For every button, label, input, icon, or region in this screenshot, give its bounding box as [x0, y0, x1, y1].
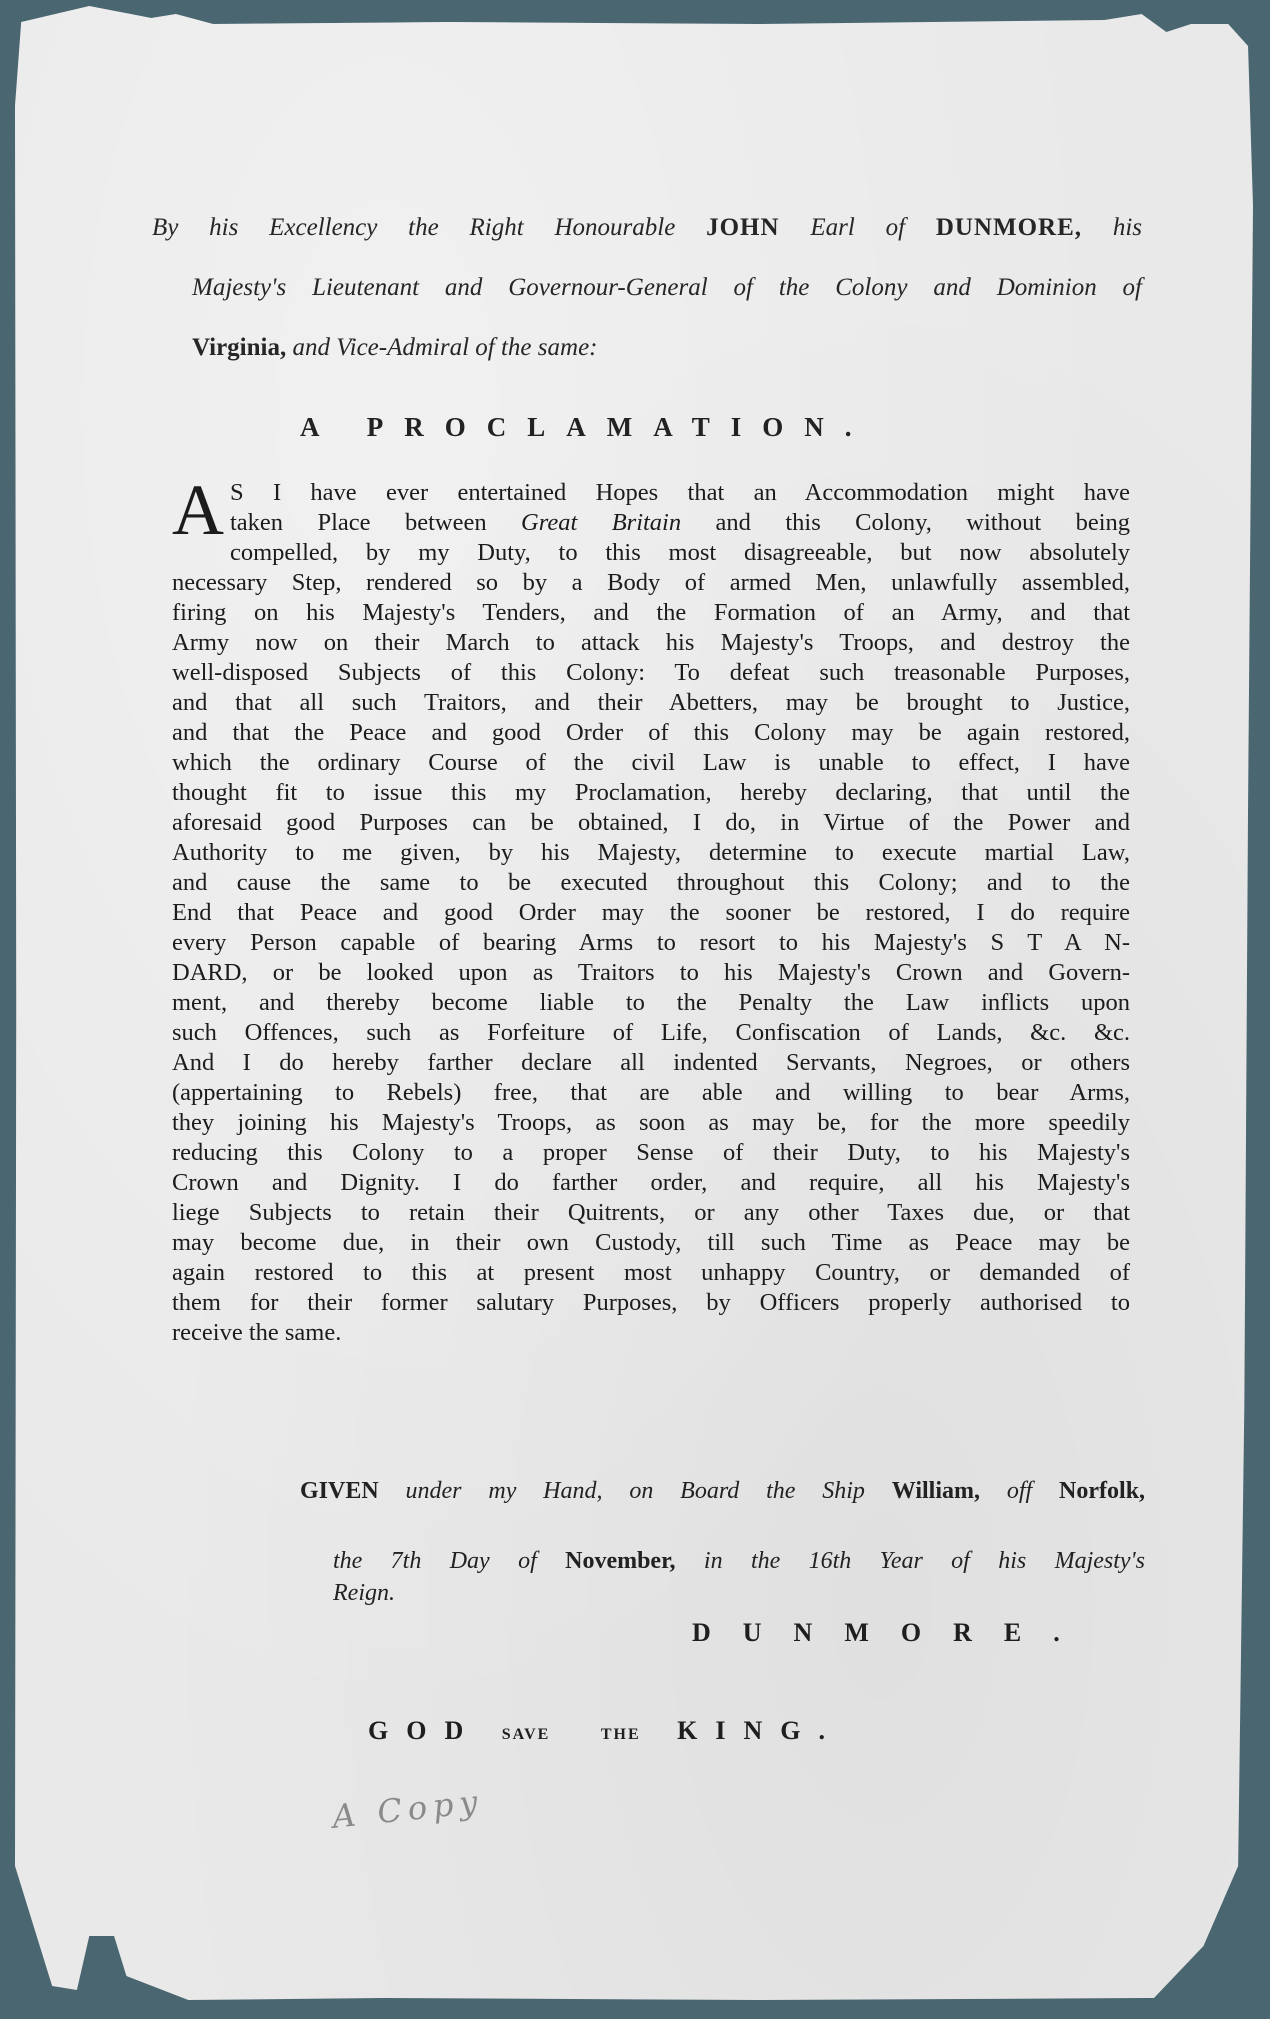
body-line: firing on his Majesty's Tenders, and the Formation of an Army, and that — [172, 599, 1130, 626]
given-text: under my Hand, on Board the Ship — [405, 1478, 865, 1504]
heading-line-3 — [192, 318, 1142, 377]
body-line: liege Subjects to retain their Quitrents, or any other Taxes due, or that — [172, 1199, 1130, 1226]
body-line: End that Peace and good Order may the sooner be restored, I do require — [172, 899, 1130, 926]
proclamation-body — [172, 470, 1131, 1348]
ship-name: William, — [891, 1478, 981, 1504]
body-line: and that all such Traitors, and their Abetters, may be brought to Justice, — [172, 689, 1130, 716]
proclamation-title: A PROCLAMATION. — [300, 412, 873, 442]
drop-cap: A — [172, 470, 224, 550]
body-line: And I do hereby farther declare all indented Servants, Negroes, or others — [172, 1049, 1130, 1076]
signature: DUNMORE. — [692, 1618, 1092, 1647]
body-line: necessary Step, rendered so by a Body of armed Men, unlawfully assembled, — [172, 569, 1130, 596]
heading-line-1 — [152, 198, 1142, 257]
body-line: receive the same. — [172, 1319, 342, 1346]
closing-word: KING. — [677, 1716, 843, 1745]
body-line: thought fit to issue this my Proclamation, hereby declaring, that until the — [172, 779, 1130, 806]
body-line: compelled, by my Duty, to this most disagreeable, but now absolutely — [230, 539, 1130, 566]
body-line: them for their former salutary Purposes, by Officers properly authorised to — [172, 1289, 1130, 1316]
heading-line-2: Majesty's Lieutenant and Governour-General of the Colony and Dominion of — [192, 274, 1142, 301]
body-line: Army now on their March to attack his Majesty's Troops, and destroy the — [172, 629, 1130, 656]
heading-name-first: JOHN — [706, 214, 780, 241]
given-text: in the 16th Year of his Majesty's — [703, 1548, 1146, 1574]
body-line: ment, and thereby become liable to the Penalty the Law inflicts upon — [172, 989, 1130, 1016]
given-line-1 — [300, 1478, 1145, 1505]
body-line: taken Place between Great Britain and this Colony, without being — [230, 509, 1131, 536]
body-line: may become due, in their own Custody, till such Time as Peace may be — [172, 1229, 1130, 1256]
heading-tail: his — [1112, 214, 1142, 241]
given-line-3: Reign. — [333, 1580, 395, 1606]
month-name: November, — [565, 1548, 676, 1574]
place-name: Norfolk, — [1059, 1478, 1146, 1504]
body-line: again restored to this at present most unhappy Country, or demanded of — [172, 1259, 1130, 1286]
body-line: and cause the same to be executed throughout this Colony; and to the — [172, 869, 1130, 896]
heading-rest: and Vice-Admiral of the same: — [292, 334, 598, 361]
closing-word: THE — [600, 1726, 641, 1743]
body-line: well-disposed Subjects of this Colony: To defeat such treasonable Purposes, — [172, 659, 1130, 686]
body-line: every Person capable of bearing Arms to resort to his Majesty's S T A N- — [172, 929, 1130, 956]
body-line: they joining his Majesty's Troops, as soon as may be, for the more speedily — [172, 1109, 1130, 1136]
closing-word: GOD — [368, 1716, 482, 1745]
italic-phrase: Great Britain — [521, 509, 682, 536]
body-line: DARD, or be looked upon as Traitors to his Majesty's Crown and Govern- — [172, 959, 1130, 986]
body-line: Authority to me given, by his Majesty, determine to execute martial Law, — [172, 839, 1130, 866]
closing-word: SAVE — [501, 1726, 551, 1743]
heading-title: Earl of — [810, 214, 906, 241]
body-line: Crown and Dignity. I do farther order, and require, all his Majesty's — [172, 1169, 1130, 1196]
handwritten-note: A Copy — [330, 1782, 486, 1836]
given-line-2 — [333, 1548, 1145, 1575]
heading-intro: By his Excellency the Right Honourable — [152, 214, 676, 241]
heading-name-last: DUNMORE, — [935, 214, 1083, 241]
body-line: aforesaid good Purposes can be obtained, I do, in Virtue of the Power and — [172, 809, 1130, 836]
body-line: (appertaining to Rebels) free, that are able and willing to bear Arms, — [172, 1079, 1130, 1106]
body-line: S I have ever entertained Hopes that an Accommodation might have — [230, 479, 1130, 506]
given-text: the 7th Day of — [333, 1548, 537, 1574]
given-caps: GIVEN — [300, 1478, 379, 1504]
body-line: reducing this Colony to a proper Sense of their Duty, to his Majesty's — [172, 1139, 1130, 1166]
body-line: which the ordinary Course of the civil Law is unable to effect, I have — [172, 749, 1130, 776]
body-line: and that the Peace and good Order of this Colony may be again restored, — [172, 719, 1130, 746]
body-line: such Offences, such as Forfeiture of Life, Confiscation of Lands, &c. &c. — [172, 1019, 1130, 1046]
closing-line — [368, 1716, 843, 1746]
heading-place: Virginia, — [192, 334, 287, 361]
given-text: off — [1006, 1478, 1033, 1504]
